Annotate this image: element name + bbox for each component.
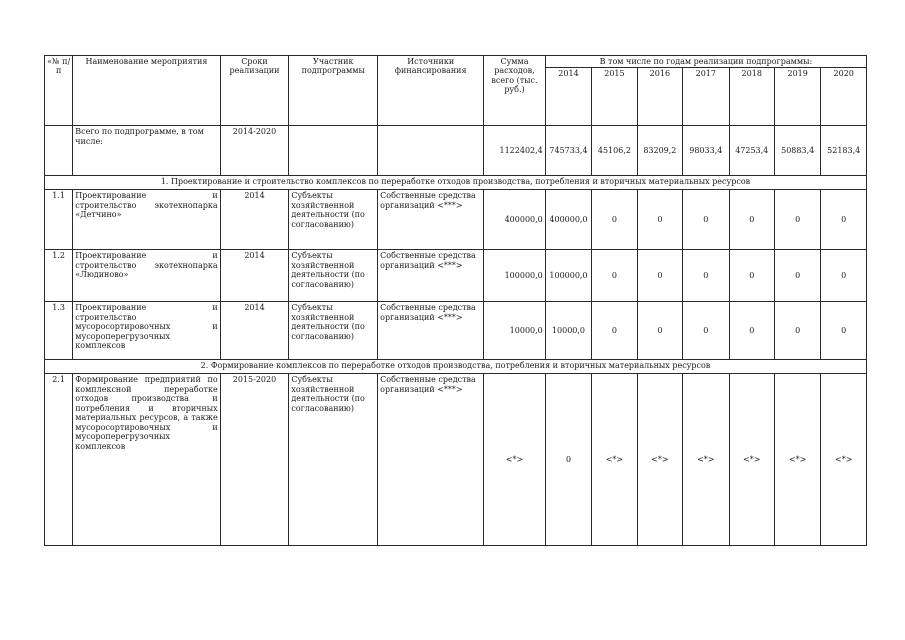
row-num: 1.1 — [45, 190, 73, 250]
header-year: 2020 — [821, 68, 867, 126]
row-participant: Субъекты хозяйственной деятельности (по согласованию) — [289, 250, 378, 302]
total-year-value: 98033,4 — [683, 126, 729, 176]
section-row — [45, 360, 867, 374]
row-year-value: 0 — [592, 250, 637, 302]
row-year-value: 0 — [821, 190, 867, 250]
row-year-value: 10000,0 — [545, 302, 591, 360]
row-year-value: <*> — [774, 374, 820, 546]
row-year-value: <*> — [637, 374, 682, 546]
total-participant — [289, 126, 378, 176]
header-row — [45, 56, 867, 68]
row-name: Проектирование и строительство экотехнопарка «Людиново» — [73, 250, 220, 302]
header-num: «№ п/п — [45, 56, 73, 126]
header-period: Сроки реализации — [220, 56, 289, 126]
row-year-value: 400000,0 — [545, 190, 591, 250]
row-year-value: 0 — [774, 250, 820, 302]
row-year-value: 0 — [637, 302, 682, 360]
row-year-value: 100000,0 — [545, 250, 591, 302]
total-name: Всего по подпрограмме, в том числе: — [73, 126, 220, 176]
row-source: Собственные средства организаций <***> — [378, 374, 484, 546]
row-year-value: <*> — [729, 374, 774, 546]
row-year-value: 0 — [774, 302, 820, 360]
row-year-value: 0 — [683, 250, 729, 302]
section-1-title: 1. Проектирование и строительство комплексов по переработке отходов производства, потребления и вторичных материальных ресурсов — [45, 176, 867, 190]
total-year-value: 52183,4 — [821, 126, 867, 176]
table-row — [45, 250, 867, 302]
row-num: 2.1 — [45, 374, 73, 546]
row-year-value: <*> — [821, 374, 867, 546]
table-row — [45, 374, 867, 546]
total-source — [378, 126, 484, 176]
row-year-value: <*> — [683, 374, 729, 546]
row-total: 10000,0 — [484, 302, 546, 360]
row-year-value: 0 — [545, 374, 591, 546]
row-period: 2015-2020 — [220, 374, 289, 546]
section-2-title: 2. Формирование комплексов по переработке отходов производства, потребления и вторичных материальных ресурсов — [45, 360, 867, 374]
header-year: 2019 — [774, 68, 820, 126]
row-year-value: 0 — [592, 302, 637, 360]
row-year-value: 0 — [729, 190, 774, 250]
header-total: Сумма расходов, всего (тыс. руб.) — [484, 56, 546, 126]
total-year-value: 47253,4 — [729, 126, 774, 176]
header-year: 2015 — [592, 68, 637, 126]
row-participant: Субъекты хозяйственной деятельности (по согласованию) — [289, 190, 378, 250]
row-year-value: <*> — [592, 374, 637, 546]
row-name: Проектирование и строительство экотехнопарка «Детчино» — [73, 190, 220, 250]
row-year-value: 0 — [683, 302, 729, 360]
header-year: 2016 — [637, 68, 682, 126]
row-year-value: 0 — [637, 190, 682, 250]
header-year: 2018 — [729, 68, 774, 126]
table-row — [45, 190, 867, 250]
row-source: Собственные средства организаций <***> — [378, 302, 484, 360]
total-year-value: 745733,4 — [545, 126, 591, 176]
total-num — [45, 126, 73, 176]
row-total: 400000,0 — [484, 190, 546, 250]
row-total: 100000,0 — [484, 250, 546, 302]
section-row — [45, 176, 867, 190]
table-row — [45, 302, 867, 360]
total-sum: 1122402,4 — [484, 126, 546, 176]
row-participant: Субъекты хозяйственной деятельности (по согласованию) — [289, 302, 378, 360]
row-num: 1.2 — [45, 250, 73, 302]
row-year-value: 0 — [592, 190, 637, 250]
total-year-value: 83209,2 — [637, 126, 682, 176]
total-year-value: 50883,4 — [774, 126, 820, 176]
header-name: Наименование мероприятия — [73, 56, 220, 126]
row-name: Формирование предприятий по комплексной переработке отходов производства и потребления и вторичных материальных ресурсов, а также мусоросортировочных и мусороперегрузочных комплексов — [73, 374, 220, 546]
financing-table — [44, 55, 867, 546]
total-row — [45, 126, 867, 176]
row-period: 2014 — [220, 250, 289, 302]
row-year-value: 0 — [683, 190, 729, 250]
row-name: Проектирование и строительство мусоросортировочных и мусороперегрузочных комплексов — [73, 302, 220, 360]
total-year-value: 45106,2 — [592, 126, 637, 176]
row-year-value: 0 — [729, 302, 774, 360]
row-source: Собственные средства организаций <***> — [378, 250, 484, 302]
header-year: 2014 — [545, 68, 591, 126]
header-by-years: В том числе по годам реализации подпрограммы: — [545, 56, 866, 68]
row-year-value: 0 — [729, 250, 774, 302]
total-period: 2014-2020 — [220, 126, 289, 176]
row-year-value: 0 — [774, 190, 820, 250]
row-period: 2014 — [220, 190, 289, 250]
row-year-value: 0 — [821, 302, 867, 360]
row-participant: Субъекты хозяйственной деятельности (по согласованию) — [289, 374, 378, 546]
row-num: 1.3 — [45, 302, 73, 360]
header-sources: Источники финансирования — [378, 56, 484, 126]
row-total: <*> — [484, 374, 546, 546]
row-period: 2014 — [220, 302, 289, 360]
row-source: Собственные средства организаций <***> — [378, 190, 484, 250]
header-year: 2017 — [683, 68, 729, 126]
row-year-value: 0 — [821, 250, 867, 302]
header-participant: Участник подпрограммы — [289, 56, 378, 126]
row-year-value: 0 — [637, 250, 682, 302]
